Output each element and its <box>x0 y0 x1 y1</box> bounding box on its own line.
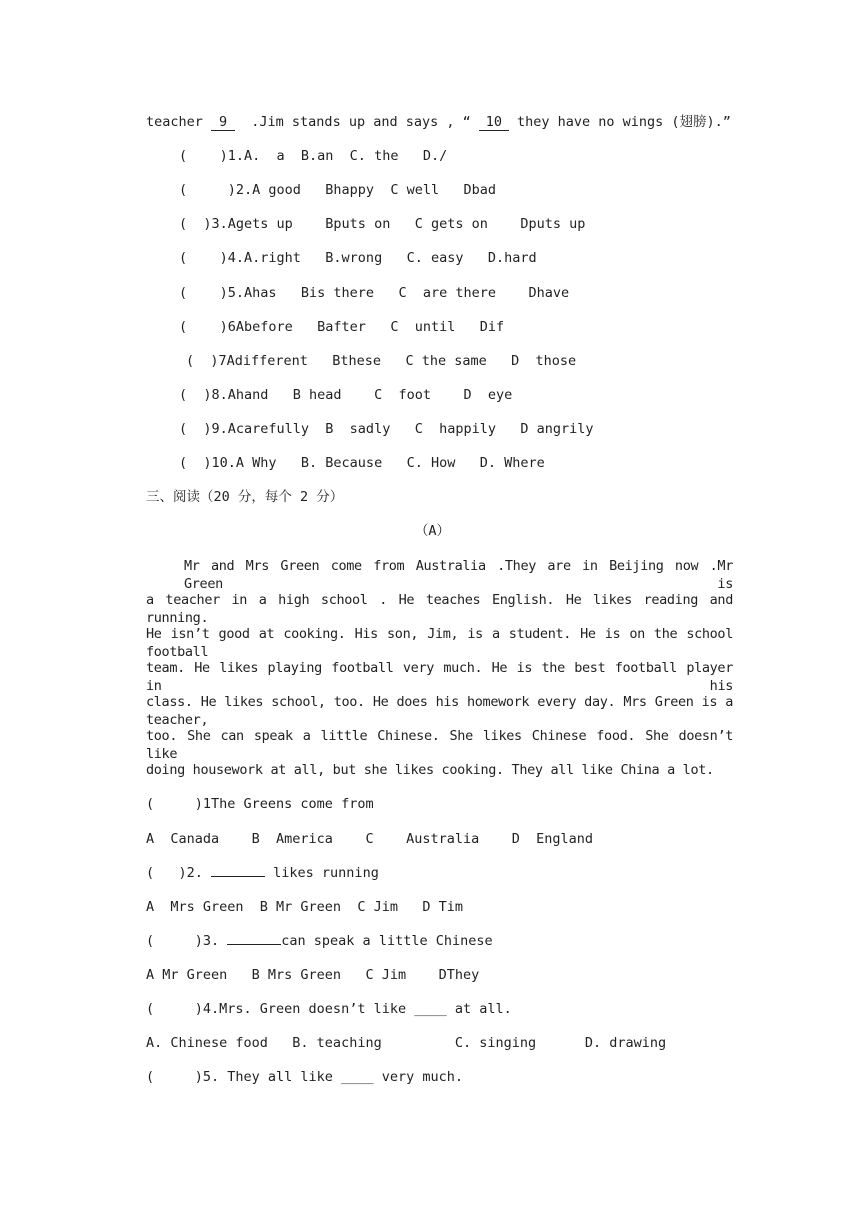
cloze-question-2: ( )2.A good Bhappy C well Dbad <box>179 182 496 198</box>
cloze-text-mid: .Jim stands up and says , “ <box>235 114 479 130</box>
reading-question-1-options: A Canada B America C Australia D England <box>146 831 594 847</box>
reading-question-3-post: can speak a little Chinese <box>281 933 493 949</box>
cloze-question-7: ( )7Adifferent Bthese C the same D those <box>186 353 577 369</box>
passage-line-4: team. He likes playing football very much. He is the best football player in his <box>146 660 733 694</box>
passage-line-7: doing housework at all, but she likes cooking. They all like China a lot. <box>146 762 714 778</box>
reading-section-heading: 三、阅读（20 分，每个 2 分） <box>146 489 344 505</box>
passage-line-1: Mr and Mrs Green come from Australia .They are in Beijing now .Mr Green is <box>184 558 733 592</box>
passage-label: （A） <box>414 523 451 539</box>
cloze-question-9: ( )9.Acarefully B sadly C happily D angrily <box>179 421 594 437</box>
reading-question-3 <box>146 932 737 950</box>
cloze-question-6: ( )6Abefore Bafter C until Dif <box>179 319 505 335</box>
passage-line-6: too. She can speak a little Chinese. She likes Chinese food. She doesn’t like <box>146 728 733 762</box>
answer-blank <box>227 932 281 945</box>
cloze-question-4: ( )4.A.right B.wrong C. easy D.hard <box>179 250 537 266</box>
reading-question-5: ( )5. They all like ____ very much. <box>146 1069 463 1085</box>
passage-line-3: He isn’t good at cooking. His son, Jim, is a student. He is on the school football <box>146 626 733 660</box>
reading-question-3-pre: ( )3. <box>146 933 228 949</box>
reading-question-2-post: likes running <box>265 865 379 881</box>
reading-question-2 <box>146 864 737 882</box>
reading-question-3-options: A Mr Green B Mrs Green C Jim DThey <box>146 967 480 983</box>
cloze-text-pre: teacher <box>146 114 212 130</box>
cloze-question-1: ( )1.A. a B.an C. the D./ <box>179 148 448 164</box>
cloze-blank-10: 10 <box>479 115 509 131</box>
reading-question-4-options: A. Chinese food B. teaching C. singing D. drawing <box>146 1035 667 1051</box>
reading-question-4: ( )4.Mrs. Green doesn’t like ____ at all. <box>146 1001 512 1017</box>
reading-question-1: ( )1The Greens come from <box>146 796 374 812</box>
cloze-text-line <box>146 113 737 131</box>
reading-question-2-pre: ( )2. <box>146 865 212 881</box>
passage-line-2: a teacher in a high school . He teaches English. He likes reading and running. <box>146 592 733 626</box>
cloze-question-10: ( )10.A Why B. Because C. How D. Where <box>179 455 545 471</box>
cloze-question-3: ( )3.Agets up Bputs on C gets on Dputs up <box>179 216 586 232</box>
reading-question-2-options: A Mrs Green B Mr Green C Jim D Tim <box>146 899 463 915</box>
cloze-blank-9: 9 <box>211 115 235 131</box>
passage-line-5: class. He likes school, too. He does his homework every day. Mrs Green is a teacher, <box>146 694 733 728</box>
cloze-text-post: they have no wings (翅膀).” <box>508 114 731 130</box>
cloze-question-5: ( )5.Ahas Bis there C are there Dhave <box>179 285 570 301</box>
answer-blank <box>211 864 265 877</box>
cloze-question-8: ( )8.Ahand B head C foot D eye <box>179 387 513 403</box>
